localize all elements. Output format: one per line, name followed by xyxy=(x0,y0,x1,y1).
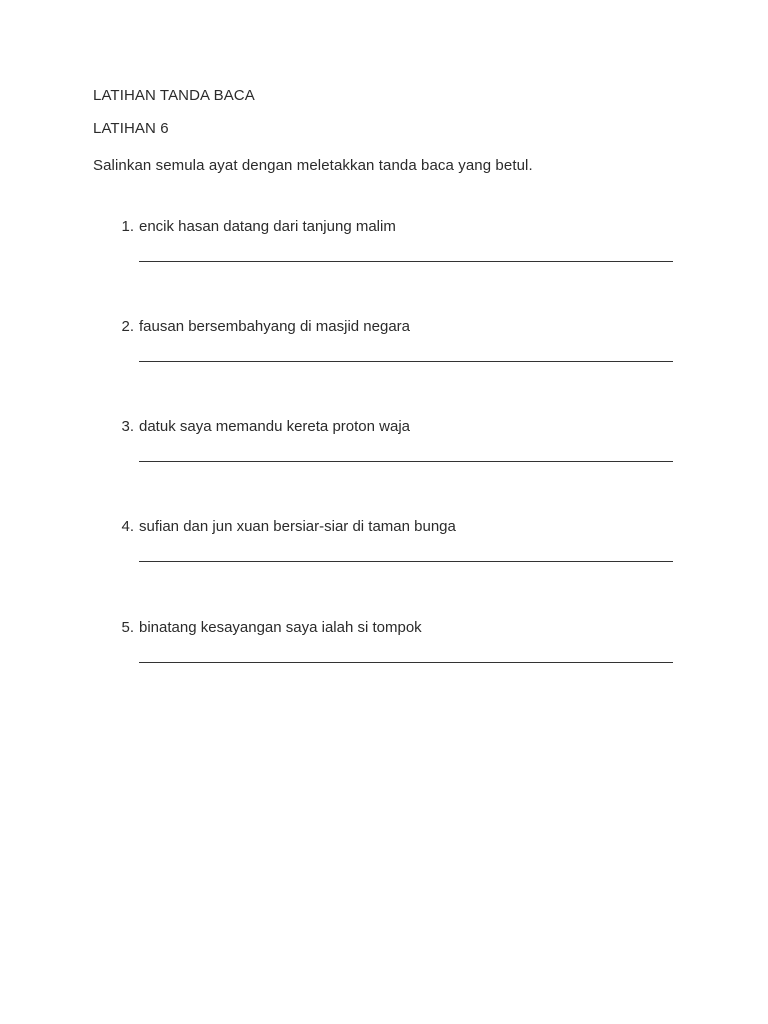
question-text: fausan bersembahyang di masjid negara xyxy=(139,318,411,335)
question-number: 5. xyxy=(121,619,134,636)
answer-line[interactable] xyxy=(139,261,673,262)
question-number: 3. xyxy=(121,418,134,435)
answer-line[interactable] xyxy=(139,461,673,462)
question-text: datuk saya memandu kereta proton waja xyxy=(139,418,410,435)
exercise-number: LATIHAN 6 xyxy=(93,120,169,137)
answer-line[interactable] xyxy=(139,662,673,663)
question-text: sufian dan jun xuan bersiar-siar di taman bunga xyxy=(139,518,456,535)
worksheet-title: LATIHAN TANDA BACA xyxy=(93,87,255,104)
question-item-4 xyxy=(112,518,682,536)
question-number: 1. xyxy=(121,218,134,235)
question-item-2 xyxy=(112,318,682,336)
question-text: binatang kesayangan saya ialah si tompok xyxy=(139,619,422,636)
question-text: encik hasan datang dari tanjung malim xyxy=(139,218,396,235)
answer-line[interactable] xyxy=(139,361,673,362)
question-number: 2. xyxy=(121,318,134,335)
question-item-5 xyxy=(112,619,682,637)
question-item-3 xyxy=(112,418,682,436)
answer-line[interactable] xyxy=(139,561,673,562)
question-number: 4. xyxy=(121,518,134,535)
question-item-1 xyxy=(112,218,682,236)
instruction-text: Salinkan semula ayat dengan meletakkan tanda baca yang betul. xyxy=(93,157,533,174)
